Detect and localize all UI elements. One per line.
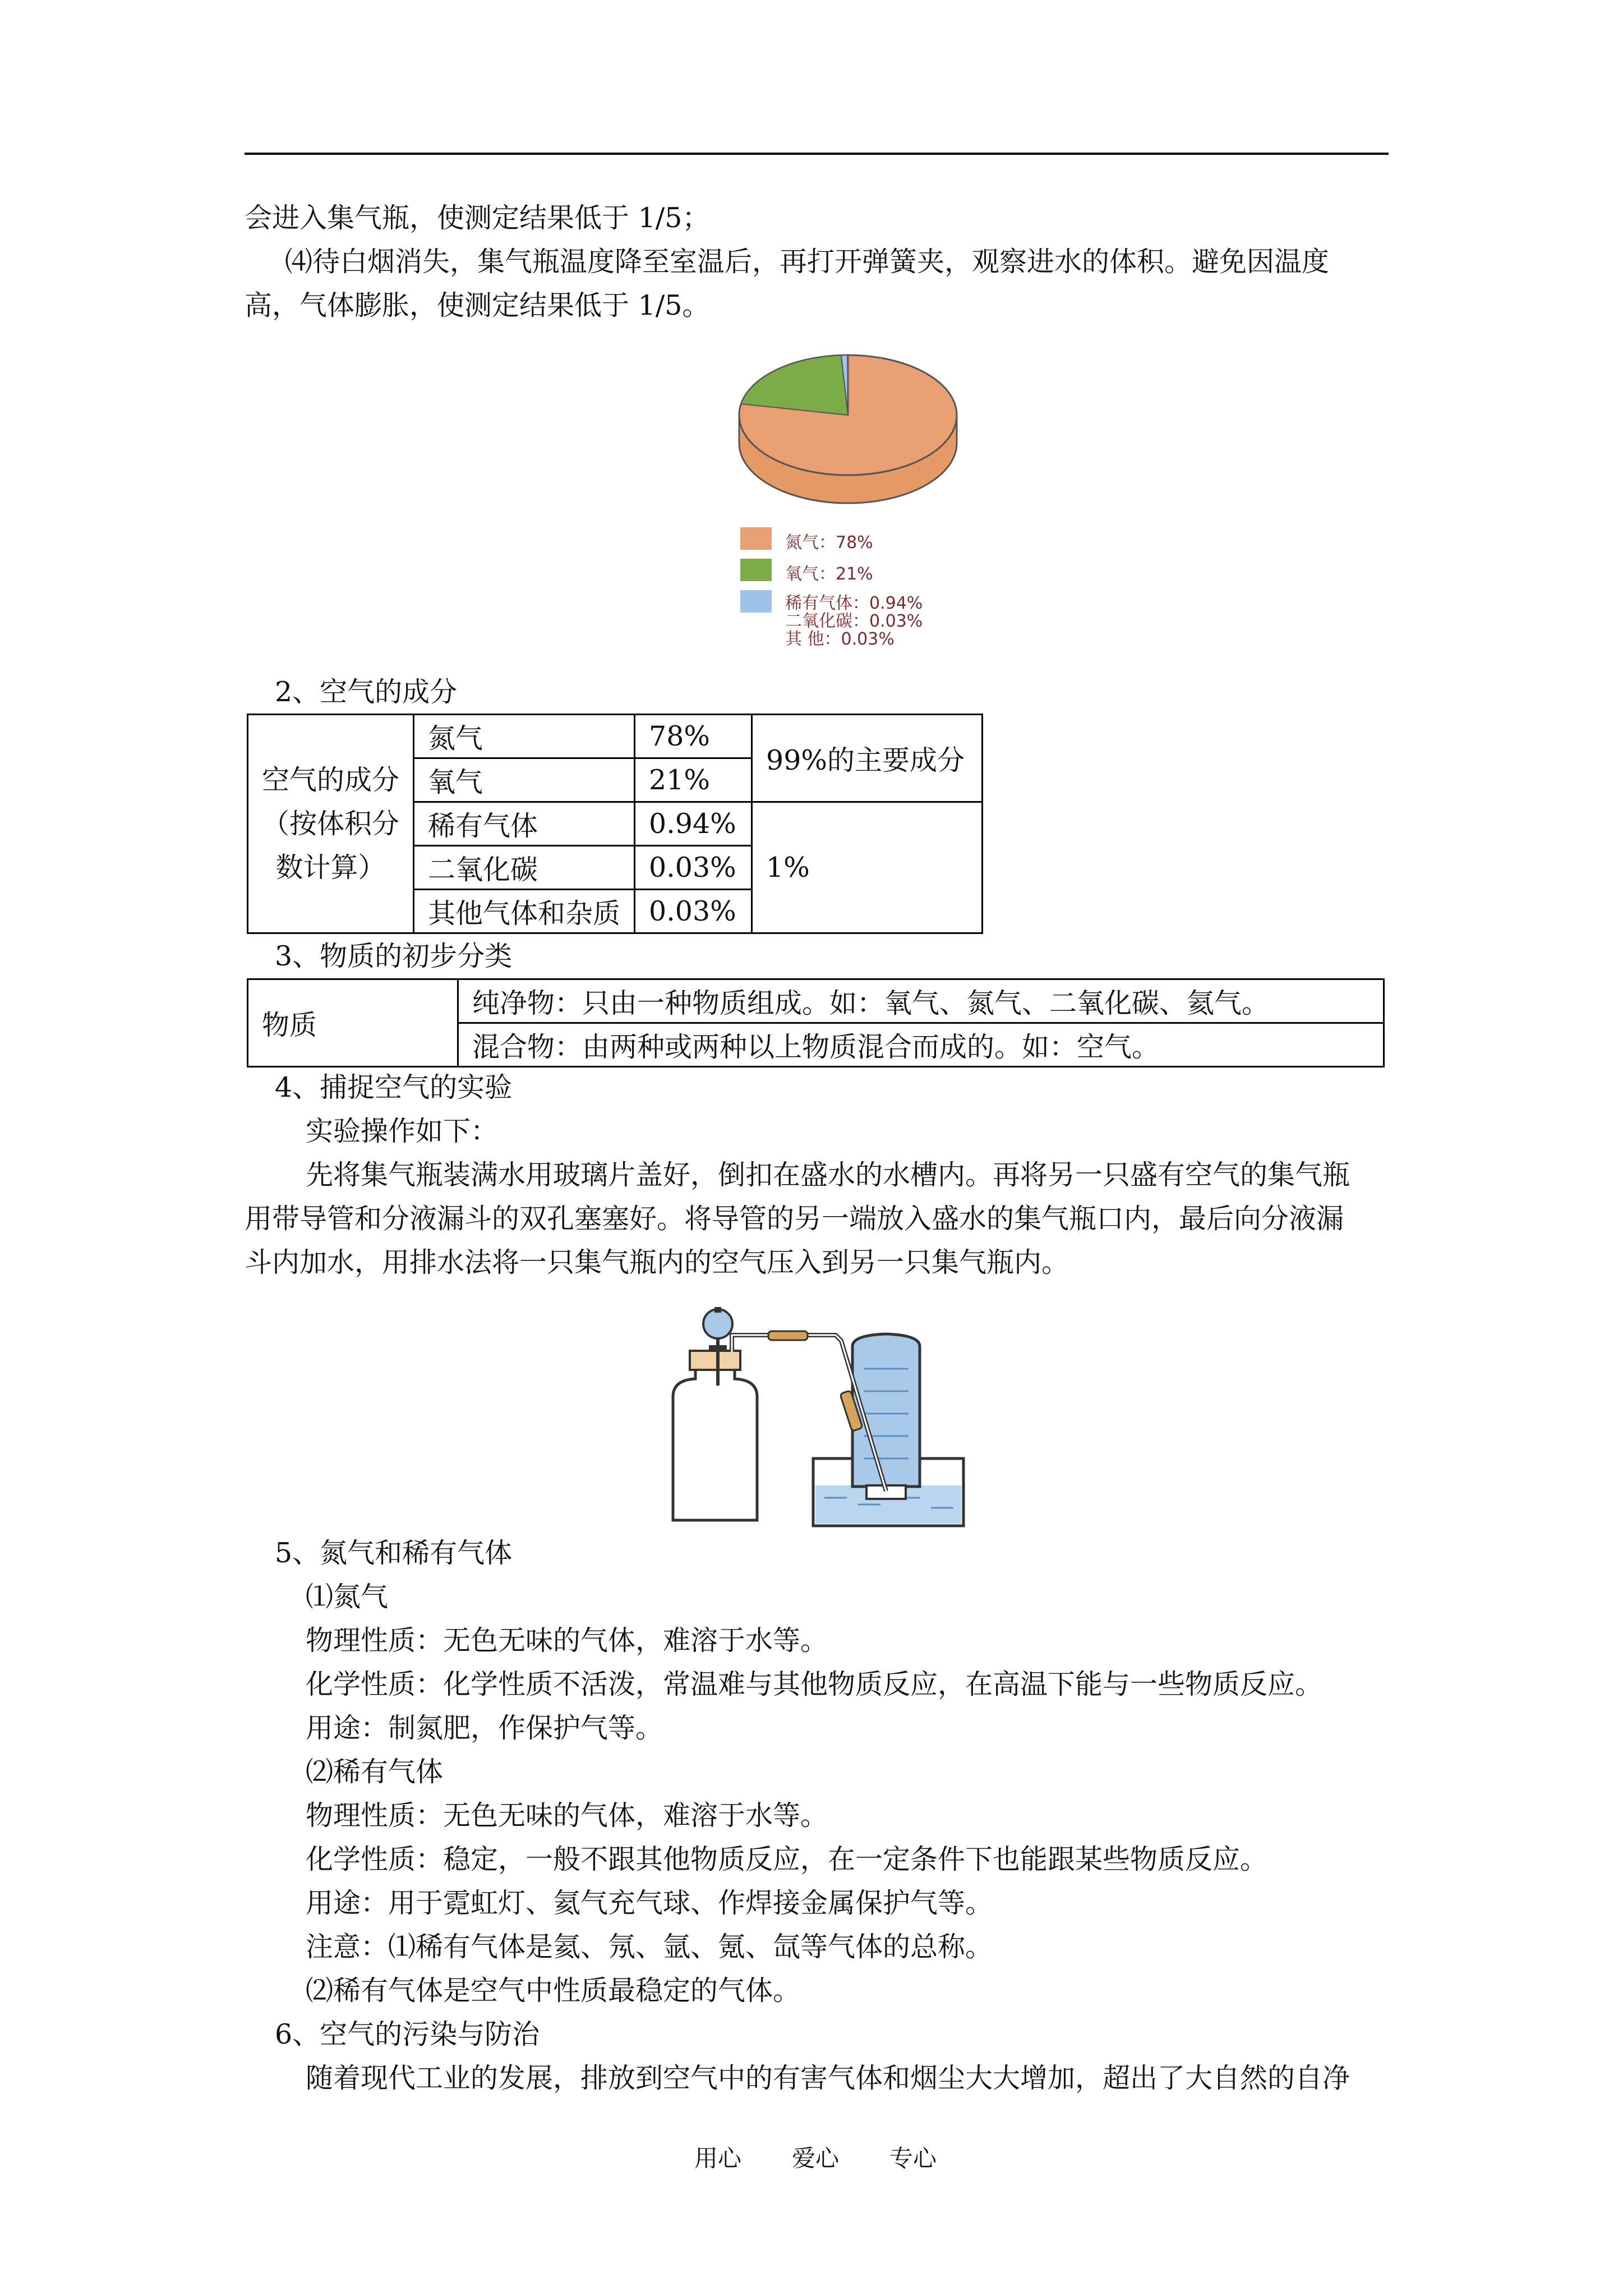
nitrogen-subheading: ⑴氮气: [306, 1581, 389, 1613]
row-header-line: （按体积分: [262, 807, 400, 840]
pure-substance-cell: 纯净物：只由一种物质组成。如：氧气、氮气、二氧化碳、氦气。: [458, 979, 1384, 1023]
section-6-paragraph-line: 随着现代工业的发展，排放到空气中的有害气体和烟尘大大增加，超出了大自然的自净: [306, 2062, 1350, 2094]
table-row-header: [248, 715, 414, 933]
row-header-line: 数计算）: [275, 851, 386, 884]
gas-name-cell: 二氧化碳: [414, 846, 635, 890]
air-capture-apparatus-illustration: [662, 1307, 976, 1531]
rare-gas-physical: 物理性质：无色无味的气体，难溶于水等。: [306, 1800, 828, 1832]
section-3-heading: 3、物质的初步分类: [275, 940, 513, 972]
row-header-line: 空气的成分: [262, 763, 400, 796]
section-6-heading: 6、空气的污染与防治: [275, 2018, 540, 2050]
gas-value-cell: 0.03%: [635, 890, 752, 933]
gas-value-cell: 0.94%: [635, 802, 752, 846]
intro-line-2: ⑷待白烟消失，集气瓶温度降至室温后，再打开弹簧夹，观察进水的体积。避免因温度: [285, 246, 1330, 278]
rare-gas-use: 用途：用于霓虹灯、氦气充气球、作焊接金属保护气等。: [306, 1887, 993, 1919]
legend-label-nitrogen: 氮气：78%: [785, 533, 873, 553]
gas-value-cell: 78%: [635, 715, 752, 758]
group-minor-cell: 1%: [752, 802, 983, 933]
air-composition-table: [247, 714, 983, 934]
gas-name-cell: 氧气: [414, 758, 635, 802]
gas-name-cell: 稀有气体: [414, 802, 635, 846]
footer-text-3: 专心: [889, 2145, 937, 2172]
section-4-paragraph-line: 斗内加水，用排水法将一只集气瓶内的空气压入到另一只集气瓶内。: [245, 1246, 1069, 1278]
mixture-cell: 混合物：由两种或两种以上物质混合而成的。如：空气。: [458, 1023, 1384, 1067]
intro-line-1: 会进入集气瓶，使测定结果低于 1/5；: [245, 202, 710, 234]
section-4-paragraph-line: 用带导管和分液漏斗的双孔塞塞好。将导管的另一端放入盛水的集气瓶口内，最后向分液漏: [245, 1203, 1344, 1235]
section-4-paragraph-line: 先将集气瓶装满水用玻璃片盖好，倒扣在盛水的水槽内。再将另一只盛有空气的集气瓶: [306, 1159, 1350, 1191]
footer-text-1: 用心: [694, 2145, 742, 2172]
note-2: ⑵稀有气体是空气中性质最稳定的气体。: [306, 1975, 801, 2007]
substance-label-cell: 物质: [248, 979, 458, 1067]
section-5-heading: 5、氮气和稀有气体: [275, 1537, 513, 1569]
legend-label-rare-gas: 稀有气体：0.94%: [785, 593, 923, 613]
legend-swatch-nitrogen: [740, 527, 772, 550]
section-4-subheading: 实验操作如下：: [306, 1115, 499, 1147]
intro-line-3: 高，气体膨胀，使测定结果低于 1/5。: [245, 289, 710, 321]
group-main-cell: 99%的主要成分: [752, 715, 983, 802]
substance-classification-table: [247, 978, 1385, 1068]
legend-swatch-others: [740, 590, 772, 613]
rare-gas-chemical: 化学性质：稳定，一般不跟其他物质反应，在一定条件下也能跟某些物质反应。: [306, 1843, 1268, 1875]
rare-gas-subheading: ⑵稀有气体: [306, 1756, 444, 1788]
gas-value-cell: 21%: [635, 758, 752, 802]
footer-text-2: 爱心: [792, 2145, 840, 2172]
nitrogen-use: 用途：制氮肥，作保护气等。: [306, 1712, 663, 1744]
legend-label-co2: 二氧化碳：0.03%: [785, 611, 923, 631]
section-2-heading: 2、空气的成分: [275, 676, 458, 708]
legend-label-other: 其 他：0.03%: [785, 629, 895, 649]
gas-name-cell: 其他气体和杂质: [414, 890, 635, 933]
header-rule: [245, 153, 1389, 155]
nitrogen-physical: 物理性质：无色无味的气体，难溶于水等。: [306, 1625, 828, 1657]
legend-swatch-oxygen: [740, 559, 772, 581]
pie-legend: [740, 527, 965, 651]
note-1: 注意：⑴稀有气体是氦、氖、氩、氪、氙等气体的总称。: [306, 1931, 993, 1963]
nitrogen-chemical: 化学性质：化学性质不活泼，常温难与其他物质反应，在高温下能与一些物质反应。: [306, 1668, 1323, 1700]
gas-name-cell: 氮气: [414, 715, 635, 758]
air-composition-pie-chart: [729, 337, 965, 505]
legend-label-oxygen: 氧气：21%: [785, 564, 873, 584]
gas-value-cell: 0.03%: [635, 846, 752, 890]
section-4-heading: 4、捕捉空气的实验: [275, 1071, 513, 1103]
